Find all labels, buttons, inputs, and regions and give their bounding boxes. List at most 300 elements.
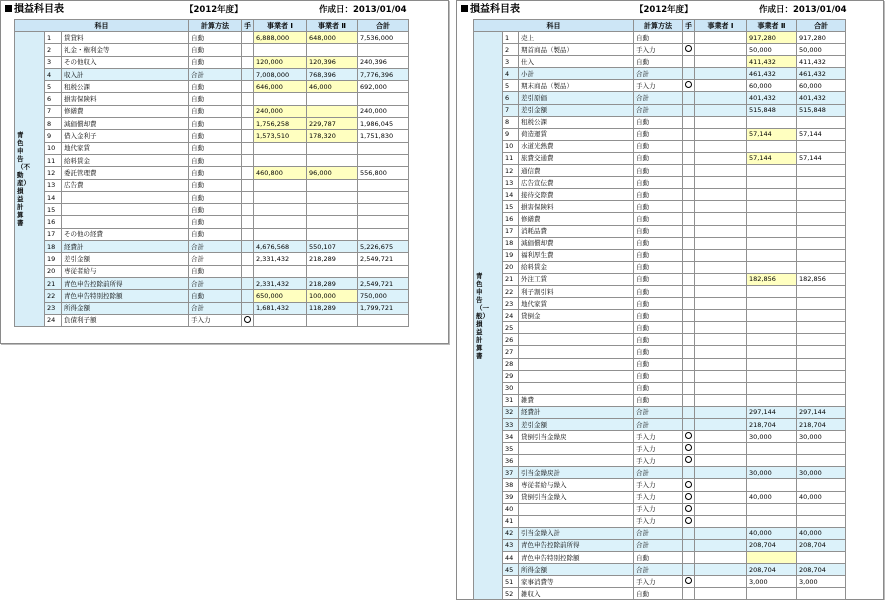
biz2-value-cell[interactable] <box>307 44 358 56</box>
biz1-value-cell[interactable] <box>695 564 747 576</box>
biz1-value-cell[interactable] <box>695 68 747 80</box>
item-name-cell[interactable]: 差引原価 <box>519 92 634 104</box>
item-name-cell[interactable]: 負債利子額 <box>62 314 189 326</box>
row-number: 11 <box>45 154 62 166</box>
row-number: 22 <box>503 285 519 297</box>
biz2-value-cell[interactable]: 515,848 <box>747 104 797 116</box>
biz1-value-cell[interactable] <box>254 154 307 166</box>
biz2-value-cell[interactable] <box>747 165 797 177</box>
biz1-value-cell[interactable] <box>695 32 747 44</box>
biz2-value-cell[interactable]: 57,144 <box>747 152 797 164</box>
biz2-value-cell[interactable]: 401,432 <box>747 92 797 104</box>
biz2-value-cell[interactable] <box>747 213 797 225</box>
biz2-value-cell[interactable] <box>747 334 797 346</box>
table-row <box>474 128 846 140</box>
biz2-value-cell[interactable] <box>747 140 797 152</box>
biz2-value-cell[interactable] <box>747 201 797 213</box>
item-name-cell[interactable]: 地代家賃 <box>519 298 634 310</box>
manual-cell <box>242 179 254 191</box>
item-name-cell[interactable]: 給料賃金 <box>62 154 189 166</box>
biz2-value-cell[interactable]: 208,704 <box>747 564 797 576</box>
biz1-value-cell[interactable] <box>695 310 747 322</box>
biz2-value-cell[interactable] <box>747 285 797 297</box>
biz2-value-cell[interactable]: 100,000 <box>307 290 358 302</box>
biz2-value-cell[interactable] <box>747 261 797 273</box>
manual-cell <box>683 382 695 394</box>
item-name-cell[interactable]: 貸倒引当金繰入 <box>519 491 634 503</box>
biz1-value-cell[interactable] <box>695 527 747 539</box>
table-row <box>15 204 409 216</box>
method-cell: 合計 <box>634 564 683 576</box>
table-row <box>474 358 846 370</box>
method-cell: 自動 <box>634 322 683 334</box>
biz1-value-cell[interactable] <box>254 179 307 191</box>
biz1-value-cell[interactable] <box>695 358 747 370</box>
item-name-cell[interactable]: 雑費 <box>519 394 634 406</box>
biz2-value-cell[interactable] <box>747 298 797 310</box>
item-name-cell[interactable] <box>519 370 634 382</box>
row-number: 22 <box>45 290 62 302</box>
item-name-cell[interactable]: 損害保険料 <box>519 201 634 213</box>
biz1-value-cell[interactable] <box>695 479 747 491</box>
manual-cell <box>683 56 695 68</box>
manual-cell <box>242 191 254 203</box>
biz1-value-cell[interactable] <box>695 419 747 431</box>
item-name-cell[interactable]: 貸倒引当金繰戻 <box>519 431 634 443</box>
biz2-value-cell[interactable] <box>747 503 797 515</box>
method-cell: 自動 <box>634 152 683 164</box>
item-name-cell[interactable]: 修繕費 <box>519 213 634 225</box>
item-name-cell[interactable]: 差引金額 <box>519 104 634 116</box>
table-row <box>15 154 409 166</box>
biz2-value-cell[interactable]: 30,000 <box>747 467 797 479</box>
manual-cell <box>683 552 695 564</box>
row-number: 19 <box>45 253 62 265</box>
biz1-value-cell[interactable] <box>695 128 747 140</box>
biz2-value-cell[interactable]: 40,000 <box>747 491 797 503</box>
total-value-cell <box>797 552 846 564</box>
row-number: 1 <box>45 32 62 44</box>
biz1-value-cell[interactable] <box>254 216 307 228</box>
row-number: 5 <box>503 80 519 92</box>
table-row <box>474 225 846 237</box>
item-name-cell[interactable]: 水道光熱費 <box>519 140 634 152</box>
biz1-value-cell[interactable] <box>695 237 747 249</box>
biz1-value-cell[interactable] <box>695 491 747 503</box>
biz1-value-cell[interactable] <box>695 431 747 443</box>
biz2-value-cell[interactable]: 461,432 <box>747 68 797 80</box>
item-name-cell[interactable]: 利子割引料 <box>519 285 634 297</box>
biz1-value-cell[interactable] <box>254 44 307 56</box>
item-name-cell[interactable]: 雑収入 <box>519 588 634 600</box>
method-cell: 自動 <box>189 179 242 191</box>
biz2-value-cell[interactable] <box>747 455 797 467</box>
biz1-value-cell[interactable] <box>695 80 747 92</box>
biz1-value-cell[interactable] <box>695 539 747 551</box>
item-name-cell[interactable]: 差引金額 <box>519 419 634 431</box>
row-number: 11 <box>503 152 519 164</box>
manual-cell <box>683 455 695 467</box>
item-name-cell[interactable]: 礼金・権利金等 <box>62 44 189 56</box>
total-value-cell: 57,144 <box>797 152 846 164</box>
biz1-value-cell[interactable]: 2,331,432 <box>254 253 307 265</box>
method-cell: 自動 <box>634 213 683 225</box>
method-cell: 自動 <box>634 249 683 261</box>
item-name-cell[interactable] <box>519 515 634 527</box>
biz1-value-cell[interactable] <box>254 314 307 326</box>
item-name-cell[interactable]: 引当金繰戻計 <box>519 467 634 479</box>
item-name-cell[interactable]: 所得金額 <box>62 302 189 314</box>
method-cell: 自動 <box>189 44 242 56</box>
biz2-value-cell[interactable]: 46,000 <box>307 81 358 93</box>
item-name-cell[interactable]: 売上 <box>519 32 634 44</box>
biz2-value-cell[interactable]: 120,396 <box>307 56 358 68</box>
biz2-value-cell[interactable]: 411,432 <box>747 56 797 68</box>
biz1-value-cell[interactable]: 1,756,258 <box>254 118 307 130</box>
biz1-value-cell[interactable]: 240,000 <box>254 105 307 117</box>
method-cell: 合計 <box>189 241 242 253</box>
row-number: 21 <box>503 273 519 285</box>
table-row <box>474 44 846 56</box>
item-name-cell[interactable]: 荷造運賃 <box>519 128 634 140</box>
biz2-value-cell[interactable] <box>307 179 358 191</box>
item-name-cell[interactable]: 収入計 <box>62 68 189 80</box>
biz2-value-cell[interactable]: 208,704 <box>747 539 797 551</box>
row-number: 37 <box>503 467 519 479</box>
biz1-value-cell[interactable] <box>695 370 747 382</box>
biz1-value-cell[interactable] <box>695 576 747 588</box>
manual-input-circle-icon <box>244 316 251 323</box>
header-method: 計算方法 <box>634 20 683 32</box>
biz2-value-cell[interactable]: 917,280 <box>747 32 797 44</box>
biz2-value-cell[interactable] <box>747 443 797 455</box>
biz2-value-cell[interactable] <box>307 228 358 240</box>
biz2-value-cell[interactable] <box>747 225 797 237</box>
total-value-cell: 1,799,721 <box>358 302 409 314</box>
biz1-value-cell[interactable] <box>695 177 747 189</box>
biz1-value-cell[interactable] <box>254 93 307 105</box>
item-name-cell[interactable]: その他の経費 <box>62 228 189 240</box>
biz2-value-cell[interactable] <box>747 515 797 527</box>
item-name-cell[interactable]: 損害保険料 <box>62 93 189 105</box>
table-row <box>15 277 409 289</box>
biz2-value-cell[interactable]: 297,144 <box>747 406 797 418</box>
row-number: 15 <box>45 204 62 216</box>
item-name-cell[interactable] <box>62 204 189 216</box>
table-row <box>474 467 846 479</box>
item-name-cell[interactable] <box>519 322 634 334</box>
item-name-cell[interactable]: 専従者給与繰入 <box>519 479 634 491</box>
biz1-value-cell[interactable]: 1,573,510 <box>254 130 307 142</box>
table-row <box>15 191 409 203</box>
item-name-cell[interactable]: 青色申告控除前所得 <box>62 277 189 289</box>
item-name-cell[interactable]: 所得金額 <box>519 564 634 576</box>
biz2-value-cell[interactable]: 218,289 <box>307 277 358 289</box>
method-cell: 合計 <box>634 68 683 80</box>
biz1-value-cell[interactable]: 6,888,000 <box>254 32 307 44</box>
item-name-cell[interactable]: 貸倒金 <box>519 310 634 322</box>
item-name-cell[interactable] <box>519 455 634 467</box>
biz2-value-cell[interactable] <box>307 314 358 326</box>
item-name-cell[interactable] <box>519 358 634 370</box>
biz2-value-cell[interactable] <box>307 142 358 154</box>
manual-cell <box>242 277 254 289</box>
item-name-cell[interactable]: 外注工賃 <box>519 273 634 285</box>
left-header-row <box>15 20 409 32</box>
row-number: 21 <box>45 277 62 289</box>
header-biz1: 事業者 Ⅰ <box>695 20 747 32</box>
biz1-value-cell[interactable] <box>695 334 747 346</box>
biz2-value-cell[interactable] <box>747 116 797 128</box>
biz2-value-cell[interactable] <box>747 249 797 261</box>
method-cell: 合計 <box>189 277 242 289</box>
method-cell: 自動 <box>634 56 683 68</box>
biz1-value-cell[interactable] <box>695 298 747 310</box>
item-name-cell[interactable]: 経費計 <box>519 406 634 418</box>
biz1-value-cell[interactable] <box>695 165 747 177</box>
item-name-cell[interactable]: 消耗品費 <box>519 225 634 237</box>
item-name-cell[interactable]: 仕入 <box>519 56 634 68</box>
biz2-value-cell[interactable]: 96,000 <box>307 167 358 179</box>
biz1-value-cell[interactable] <box>254 142 307 154</box>
biz1-value-cell[interactable] <box>695 346 747 358</box>
biz1-value-cell[interactable]: 120,000 <box>254 56 307 68</box>
biz1-value-cell[interactable]: 7,008,000 <box>254 68 307 80</box>
item-name-cell[interactable]: 専従者給与 <box>62 265 189 277</box>
biz1-value-cell[interactable] <box>695 92 747 104</box>
biz2-value-cell[interactable] <box>307 93 358 105</box>
biz1-value-cell[interactable] <box>695 44 747 56</box>
biz1-value-cell[interactable] <box>695 467 747 479</box>
manual-cell <box>683 32 695 44</box>
total-value-cell <box>797 177 846 189</box>
total-value-cell: 30,000 <box>797 431 846 443</box>
biz1-value-cell[interactable] <box>695 515 747 527</box>
biz2-value-cell[interactable] <box>747 310 797 322</box>
biz1-value-cell[interactable] <box>254 265 307 277</box>
item-name-cell[interactable] <box>519 443 634 455</box>
biz1-value-cell[interactable] <box>695 104 747 116</box>
manual-input-circle-icon <box>685 517 692 524</box>
biz2-value-cell[interactable]: 60,000 <box>747 80 797 92</box>
method-cell: 自動 <box>634 394 683 406</box>
table-row <box>474 273 846 285</box>
biz1-value-cell[interactable] <box>254 204 307 216</box>
item-name-cell[interactable]: 減価償却費 <box>519 237 634 249</box>
biz1-value-cell[interactable] <box>695 322 747 334</box>
row-number: 39 <box>503 491 519 503</box>
method-cell: 自動 <box>634 116 683 128</box>
row-number: 24 <box>45 314 62 326</box>
method-cell: 自動 <box>634 177 683 189</box>
item-name-cell[interactable]: 差引金額 <box>62 253 189 265</box>
biz1-value-cell[interactable] <box>695 261 747 273</box>
biz2-value-cell[interactable]: 178,320 <box>307 130 358 142</box>
item-name-cell[interactable]: 委託管理費 <box>62 167 189 179</box>
item-name-cell[interactable]: 期末商品（製品） <box>519 80 634 92</box>
total-value-cell: 208,704 <box>797 564 846 576</box>
total-value-cell <box>358 142 409 154</box>
biz1-value-cell[interactable]: 460,800 <box>254 167 307 179</box>
item-name-cell[interactable]: 租税公課 <box>62 81 189 93</box>
manual-input-circle-icon <box>685 81 692 88</box>
biz2-value-cell[interactable]: 229,787 <box>307 118 358 130</box>
manual-cell <box>242 265 254 277</box>
item-name-cell[interactable]: 期首商品（製品） <box>519 44 634 56</box>
item-name-cell[interactable]: その他収入 <box>62 56 189 68</box>
item-name-cell[interactable]: 接待交際費 <box>519 189 634 201</box>
manual-cell <box>683 189 695 201</box>
item-name-cell[interactable]: 経費計 <box>62 241 189 253</box>
biz1-value-cell[interactable] <box>695 406 747 418</box>
biz1-value-cell[interactable] <box>695 152 747 164</box>
row-number: 12 <box>503 165 519 177</box>
biz2-value-cell[interactable]: 218,704 <box>747 419 797 431</box>
biz2-value-cell[interactable]: 40,000 <box>747 527 797 539</box>
biz1-value-cell[interactable] <box>695 213 747 225</box>
row-number: 34 <box>503 431 519 443</box>
item-name-cell[interactable] <box>62 191 189 203</box>
row-number: 28 <box>503 358 519 370</box>
item-name-cell[interactable]: 借入金利子 <box>62 130 189 142</box>
biz1-value-cell[interactable] <box>695 382 747 394</box>
biz1-value-cell[interactable] <box>695 285 747 297</box>
item-name-cell[interactable]: 家事消費等 <box>519 576 634 588</box>
method-cell: 手入力 <box>634 80 683 92</box>
biz1-value-cell[interactable]: 4,676,568 <box>254 241 307 253</box>
table-row <box>474 116 846 128</box>
item-name-cell[interactable]: 減価償却費 <box>62 118 189 130</box>
total-value-cell <box>797 503 846 515</box>
total-value-cell <box>797 116 846 128</box>
biz1-value-cell[interactable] <box>695 116 747 128</box>
biz2-value-cell[interactable]: 768,396 <box>307 68 358 80</box>
total-value-cell: 461,432 <box>797 68 846 80</box>
biz2-value-cell[interactable] <box>747 370 797 382</box>
biz2-value-cell[interactable]: 50,000 <box>747 44 797 56</box>
biz1-value-cell[interactable] <box>695 394 747 406</box>
table-row <box>474 213 846 225</box>
biz1-value-cell[interactable] <box>695 189 747 201</box>
item-name-cell[interactable] <box>519 346 634 358</box>
biz1-value-cell[interactable] <box>695 56 747 68</box>
biz1-value-cell[interactable]: 1,681,432 <box>254 302 307 314</box>
biz1-value-cell[interactable] <box>695 588 747 600</box>
item-name-cell[interactable]: 給料賃金 <box>519 261 634 273</box>
table-row <box>15 290 409 302</box>
biz1-value-cell[interactable]: 646,000 <box>254 81 307 93</box>
item-name-cell[interactable] <box>62 216 189 228</box>
biz2-value-cell[interactable] <box>747 552 797 564</box>
biz1-value-cell[interactable] <box>695 140 747 152</box>
biz1-value-cell[interactable] <box>695 455 747 467</box>
item-name-cell[interactable]: 賃貸料 <box>62 32 189 44</box>
biz1-value-cell[interactable] <box>695 503 747 515</box>
biz2-value-cell[interactable] <box>747 382 797 394</box>
biz1-value-cell[interactable] <box>695 443 747 455</box>
biz1-value-cell[interactable] <box>695 201 747 213</box>
biz2-value-cell[interactable] <box>747 358 797 370</box>
biz1-value-cell[interactable]: 650,000 <box>254 290 307 302</box>
biz2-value-cell[interactable]: 182,856 <box>747 273 797 285</box>
total-value-cell: 7,776,396 <box>358 68 409 80</box>
biz1-value-cell[interactable] <box>695 249 747 261</box>
manual-cell <box>683 479 695 491</box>
biz1-value-cell[interactable] <box>695 225 747 237</box>
biz2-value-cell[interactable] <box>747 346 797 358</box>
item-name-cell[interactable] <box>519 334 634 346</box>
biz2-value-cell[interactable]: 550,107 <box>307 241 358 253</box>
biz2-value-cell[interactable]: 57,144 <box>747 128 797 140</box>
left-panel-realestate <box>0 0 449 344</box>
item-name-cell[interactable]: 引当金繰入計 <box>519 527 634 539</box>
item-name-cell[interactable]: 青色申告特別控除額 <box>519 552 634 564</box>
method-cell: 手入力 <box>634 455 683 467</box>
biz2-value-cell[interactable] <box>307 216 358 228</box>
item-name-cell[interactable]: 広告費 <box>62 179 189 191</box>
item-name-cell[interactable] <box>519 503 634 515</box>
item-name-cell[interactable]: 小計 <box>519 68 634 80</box>
right-created-date: 作成日：2013/01/04 <box>759 5 847 15</box>
biz2-value-cell[interactable] <box>747 322 797 334</box>
method-cell: 自動 <box>634 261 683 273</box>
biz1-value-cell[interactable] <box>695 552 747 564</box>
item-name-cell[interactable]: 租税公課 <box>519 116 634 128</box>
biz2-value-cell[interactable] <box>307 191 358 203</box>
row-number: 23 <box>45 302 62 314</box>
biz2-value-cell[interactable]: 218,289 <box>307 253 358 265</box>
biz1-value-cell[interactable] <box>695 273 747 285</box>
biz2-value-cell[interactable] <box>747 189 797 201</box>
item-name-cell[interactable] <box>519 382 634 394</box>
biz1-value-cell[interactable]: 2,331,432 <box>254 277 307 289</box>
header-manual: 手 <box>683 20 695 32</box>
right-title <box>461 3 520 17</box>
biz2-value-cell[interactable]: 648,000 <box>307 32 358 44</box>
manual-cell <box>683 491 695 503</box>
biz2-value-cell[interactable] <box>307 265 358 277</box>
item-name-cell[interactable]: 修繕費 <box>62 105 189 117</box>
biz1-value-cell[interactable] <box>254 228 307 240</box>
biz2-value-cell[interactable]: 30,000 <box>747 431 797 443</box>
manual-cell <box>683 310 695 322</box>
item-name-cell[interactable]: 地代家賃 <box>62 142 189 154</box>
method-cell: 自動 <box>189 118 242 130</box>
item-name-cell[interactable]: 広告宣伝費 <box>519 177 634 189</box>
item-name-cell[interactable]: 青色申告特別控除額 <box>62 290 189 302</box>
biz2-value-cell[interactable]: 3,000 <box>747 576 797 588</box>
item-name-cell[interactable]: 旅費交通費 <box>519 152 634 164</box>
item-name-cell[interactable]: 青色申告控除前所得 <box>519 539 634 551</box>
biz2-value-cell[interactable]: 118,289 <box>307 302 358 314</box>
biz2-value-cell[interactable] <box>747 177 797 189</box>
biz2-value-cell[interactable] <box>307 154 358 166</box>
biz2-value-cell[interactable] <box>307 204 358 216</box>
item-name-cell[interactable]: 福利厚生費 <box>519 249 634 261</box>
biz1-value-cell[interactable] <box>254 191 307 203</box>
manual-cell <box>242 216 254 228</box>
biz2-value-cell[interactable] <box>747 479 797 491</box>
item-name-cell[interactable]: 通信費 <box>519 165 634 177</box>
biz2-value-cell[interactable] <box>747 237 797 249</box>
row-number: 9 <box>45 130 62 142</box>
biz2-value-cell[interactable] <box>307 105 358 117</box>
biz2-value-cell[interactable] <box>747 588 797 600</box>
table-row <box>474 406 846 418</box>
row-number: 2 <box>503 44 519 56</box>
total-value-cell <box>797 201 846 213</box>
biz2-value-cell[interactable] <box>747 394 797 406</box>
